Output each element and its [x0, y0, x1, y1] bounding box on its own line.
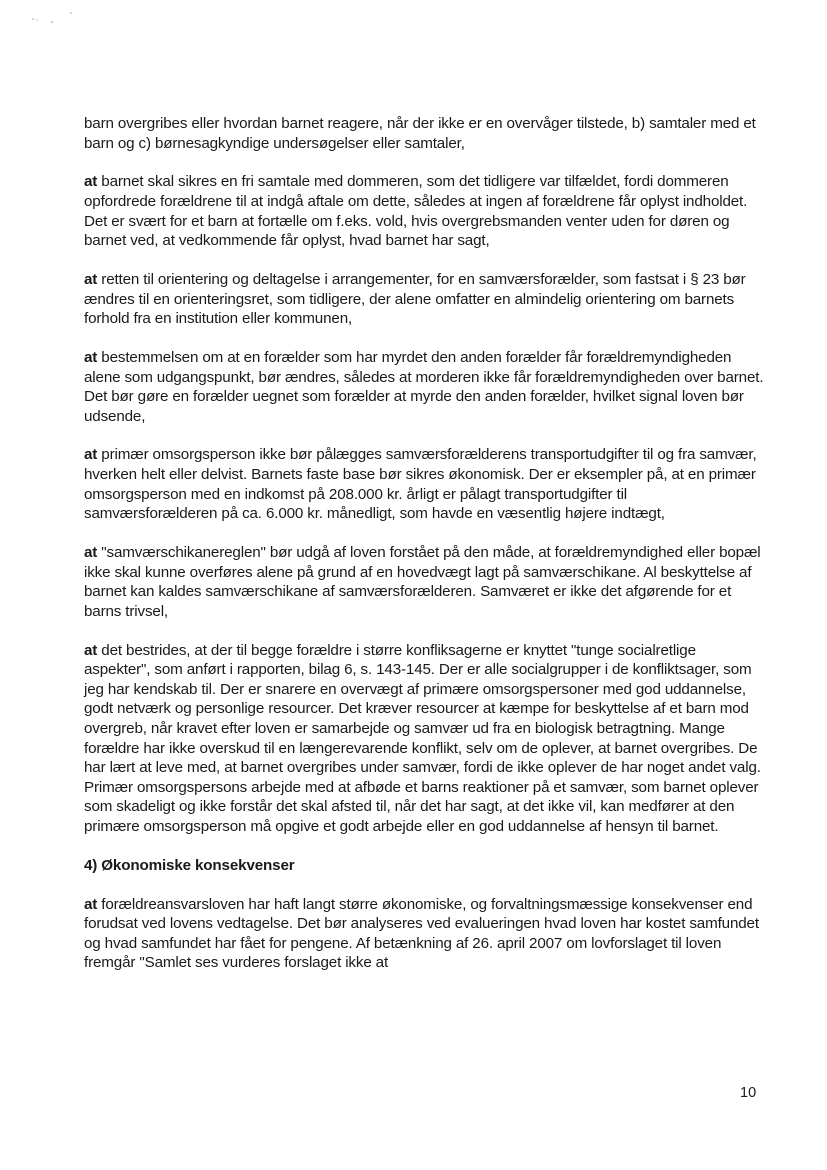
- paragraph-text: bestemmelsen om at en forælder som har myrdet den anden forælder får forældremyndigheden alene som udgangspunkt, bør ændres, således at morderen ikke får forældremyndigheden over barnet. Det bør gøre en forælder uegnet som forælder at myrde den anden forælder, hvilket signal loven bør udsende,: [84, 348, 764, 425]
- page-number: 10: [740, 1085, 757, 1101]
- paragraph-7: [84, 641, 764, 837]
- paragraph-5: [84, 445, 764, 523]
- section-heading: 4) Økonomiske konsekvenser: [84, 856, 295, 874]
- paragraph-final: [84, 895, 764, 973]
- paragraph-text: forældreansvarsloven har haft langt større økonomiske, og forvaltningsmæssige konsekvenser end forudsat ved lovens vedtagelse. Det bør analyseres ved evalueringen hvad loven har kostet samfundet og hvad samfundet har fået for pengene. Af betænkning af 26. april 2007 om lovforslaget til loven fremgår "Samlet ses vurderes forslaget ikke at: [84, 895, 759, 972]
- paragraph-lead-word: at: [84, 544, 98, 562]
- paragraph-lead-word: at: [84, 348, 98, 366]
- paragraph-text: primær omsorgsperson ikke bør pålægges samværsforælderens transportudgifter til og fra samvær, hverken helt eller delvist. Barnets faste base bør sikres økonomisk. Der er eksempler på, at en primær omsorgsperson med en indkomst på 208.000 kr. årligt er pålagt transportudgifter til samværsforælderen på ca. 6.000 kr. månedligt, som havde en væsentlig højere indtægt,: [84, 446, 757, 523]
- paragraph-2: [84, 172, 764, 250]
- paragraph-text: barn overgribes eller hvordan barnet reagere, når der ikke er en overvåger tilstede, b) samtaler med et barn og c) børnesagkyndige undersøgelser eller samtaler,: [84, 115, 756, 152]
- scan-artifact-marks: [30, 10, 80, 24]
- document-body: [84, 114, 764, 992]
- paragraph-text: retten til orientering og deltagelse i arrangementer, for en samværsforælder, som fastsat i § 23 bør ændres til en orienteringsret, som tidligere, der alene omfatter en almindelig orientering om barnets forhold fra en institution eller kommunen,: [84, 270, 746, 328]
- paragraph-6: [84, 543, 764, 621]
- paragraph-lead-word: at: [84, 641, 98, 659]
- paragraph-lead-word: at: [84, 446, 98, 464]
- paragraph-4: [84, 348, 764, 426]
- paragraph-text: "samværschikanereglen" bør udgå af loven forstået på den måde, at forældremyndighed eller bopæl ikke skal kunne overføres alene på grund af en hovedvægt lagt på samværschikane. Al beskyttelse af barnet kan kaldes samværschikane af samværsforælderen. Samværet er ikke det afgørende for et barns trivsel,: [84, 544, 761, 620]
- paragraph-3: [84, 270, 764, 329]
- paragraph-lead-word: at: [84, 173, 98, 191]
- paragraph-lead-word: at: [84, 895, 98, 913]
- paragraph-1: [84, 114, 764, 153]
- paragraph-text: det bestrides, at der til begge forældre i større konfliksagerne er knyttet "tunge socialretlige aspekter", som anført i rapporten, bilag 6, s. 143-145. Der er alle socialgrupper i de konfliktsager, som jeg har kendskab til. Der er snarere en overvægt af primære omsorgspersoner med god uddannelse, godt netværk og personlige resourcer. Det kræver resourcer at kæmpe for beskyttelse af et barn mod overgreb, når kravet efter loven er samarbejde og samvær ud fra en biologisk betragtning. Mange forældre har ikke overskud til en længerevarende konflikt, selv om de oplever, at barnet overgribes. De har lært at leve med, at barnet overgribes under samvær, fordi de ikke oplever de har noget andet valg. Primær omsorgspersons arbejde med at afbøde et barns reaktioner på et samvær, som barnet oplever som skadeligt og ikke forstår det skal afsted til, når det har sagt, at det ikke vil, kan medfører at den primære omsorgsperson må opgive et godt arbejde eller en god uddannelse af hensyn til barnet.: [84, 641, 761, 835]
- paragraph-lead-word: at: [84, 270, 98, 288]
- paragraph-text: barnet skal sikres en fri samtale med dommeren, som det tidligere var tilfældet, fordi dommeren opfordrede forældrene til at indgå aftale om dette, således at ingen af forældrene får oplyst indholdet. Det er svært for et barn at fortælle om f.eks. vold, hvis overgrebsmanden venter uden for døren og barnet ved, at vedkommende får oplyst, hvad barnet har sagt,: [84, 173, 748, 250]
